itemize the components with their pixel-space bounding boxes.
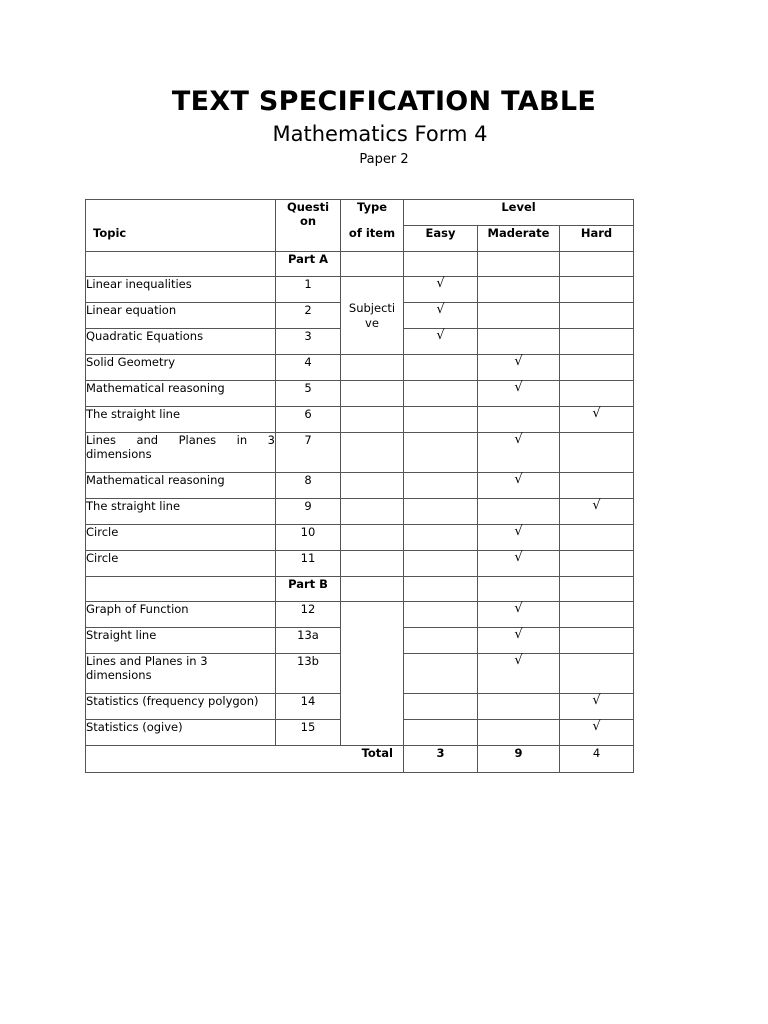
level-moderate-cell (478, 499, 560, 525)
empty-cell (478, 577, 560, 602)
type-of-item-cell (341, 433, 404, 473)
type-of-item-cell (341, 355, 404, 381)
type-of-item-cell (341, 551, 404, 577)
total-easy: 3 (404, 746, 478, 773)
check-mark-icon: √ (514, 653, 523, 668)
level-hard-cell (560, 602, 634, 628)
type-of-item-cell (341, 525, 404, 551)
level-moderate-cell (478, 602, 560, 628)
type-of-item-cell (341, 381, 404, 407)
level-easy-cell (404, 355, 478, 381)
topic-cell: Lines and Planes in 3 dimensions (86, 433, 276, 473)
level-moderate-cell (478, 329, 560, 355)
level-hard-cell (560, 407, 634, 433)
level-easy-cell (404, 381, 478, 407)
level-moderate-cell (478, 277, 560, 303)
level-moderate-cell (478, 407, 560, 433)
topic-cell: Circle (86, 551, 276, 577)
level-easy-cell (404, 277, 478, 303)
level-moderate-cell (478, 303, 560, 329)
level-hard-cell (560, 720, 634, 746)
level-moderate-cell (478, 433, 560, 473)
topic-cell: Quadratic Equations (86, 329, 276, 355)
table-row (86, 355, 634, 381)
check-mark-icon: √ (514, 472, 523, 487)
empty-cell (560, 577, 634, 602)
topic-cell: Linear equation (86, 303, 276, 329)
topic-cell: Solid Geometry (86, 355, 276, 381)
question-number-cell: 8 (276, 473, 341, 499)
question-number-cell: 13a (276, 628, 341, 654)
total-hard: 4 (560, 746, 634, 773)
header-type-bottom: of item (348, 226, 396, 240)
level-hard-cell (560, 329, 634, 355)
check-mark-icon: √ (592, 693, 601, 708)
topic-cell: Lines and Planes in 3 dimensions (86, 654, 276, 694)
level-easy-cell (404, 720, 478, 746)
level-easy-cell (404, 433, 478, 473)
header-level: Level (404, 200, 634, 226)
question-number-cell: 12 (276, 602, 341, 628)
level-easy-cell (404, 654, 478, 694)
total-label: Total (86, 746, 404, 773)
document-subtitle: Mathematics Form 4 (272, 122, 488, 146)
level-easy-cell (404, 303, 478, 329)
table-row (86, 602, 634, 628)
level-moderate-cell (478, 694, 560, 720)
header-type-top: Type (356, 200, 387, 214)
empty-cell (478, 252, 560, 277)
question-number-cell: 11 (276, 551, 341, 577)
level-moderate-cell (478, 628, 560, 654)
question-number-cell: 1 (276, 277, 341, 303)
paper-label: Paper 2 (359, 152, 409, 167)
table-row (86, 277, 634, 303)
question-number-cell: 6 (276, 407, 341, 433)
question-number-cell: 2 (276, 303, 341, 329)
check-mark-icon: √ (514, 380, 523, 395)
type-of-item-cell (341, 499, 404, 525)
level-moderate-cell (478, 381, 560, 407)
type-of-item-cell (341, 473, 404, 499)
level-easy-cell (404, 407, 478, 433)
check-mark-icon: √ (436, 302, 445, 317)
table-row (86, 433, 634, 473)
type-of-item-cell (341, 602, 404, 746)
check-mark-icon: √ (514, 550, 523, 565)
question-number-cell: 3 (276, 329, 341, 355)
type-of-item-cell: Subjecti ve (341, 277, 404, 355)
level-easy-cell (404, 551, 478, 577)
specification-table (85, 199, 634, 773)
level-moderate-cell (478, 551, 560, 577)
table-row (86, 381, 634, 407)
topic-cell: Straight line (86, 628, 276, 654)
header-topic: Topic (86, 200, 276, 252)
level-moderate-cell (478, 654, 560, 694)
table-row (86, 407, 634, 433)
level-hard-cell (560, 499, 634, 525)
question-number-cell: 7 (276, 433, 341, 473)
empty-cell (86, 252, 276, 277)
question-number-cell: 4 (276, 355, 341, 381)
level-easy-cell (404, 473, 478, 499)
level-easy-cell (404, 628, 478, 654)
level-easy-cell (404, 329, 478, 355)
level-easy-cell (404, 602, 478, 628)
document-title: TEXT SPECIFICATION TABLE (171, 86, 597, 117)
header-moderate: Maderate (478, 226, 560, 252)
empty-cell (404, 252, 478, 277)
header-question: Questi on (276, 200, 341, 252)
topic-cell: Mathematical reasoning (86, 381, 276, 407)
type-of-item-cell (341, 407, 404, 433)
total-moderate: 9 (478, 746, 560, 773)
level-easy-cell (404, 499, 478, 525)
empty-cell (404, 577, 478, 602)
part-a-label: Part A (276, 252, 341, 277)
check-mark-icon: √ (514, 432, 523, 447)
level-hard-cell (560, 433, 634, 473)
topic-cell: Circle (86, 525, 276, 551)
check-mark-icon: √ (514, 627, 523, 642)
level-easy-cell (404, 525, 478, 551)
level-hard-cell (560, 628, 634, 654)
level-moderate-cell (478, 355, 560, 381)
check-mark-icon: √ (436, 276, 445, 291)
empty-cell (86, 577, 276, 602)
level-hard-cell (560, 381, 634, 407)
check-mark-icon: √ (514, 601, 523, 616)
question-number-cell: 14 (276, 694, 341, 720)
header-easy: Easy (404, 226, 478, 252)
level-hard-cell (560, 551, 634, 577)
topic-cell: Mathematical reasoning (86, 473, 276, 499)
level-hard-cell (560, 525, 634, 551)
level-hard-cell (560, 277, 634, 303)
topic-cell: The straight line (86, 499, 276, 525)
check-mark-icon: √ (592, 498, 601, 513)
topic-cell: Statistics (frequency polygon) (86, 694, 276, 720)
level-easy-cell (404, 694, 478, 720)
check-mark-icon: √ (514, 354, 523, 369)
question-number-cell: 5 (276, 381, 341, 407)
question-number-cell: 9 (276, 499, 341, 525)
table-row (86, 525, 634, 551)
level-moderate-cell (478, 720, 560, 746)
topic-cell: Graph of Function (86, 602, 276, 628)
topic-cell: The straight line (86, 407, 276, 433)
level-hard-cell (560, 303, 634, 329)
table-row (86, 473, 634, 499)
empty-cell (341, 252, 404, 277)
question-number-cell: 10 (276, 525, 341, 551)
check-mark-icon: √ (436, 328, 445, 343)
level-moderate-cell (478, 473, 560, 499)
header-hard: Hard (560, 226, 634, 252)
table-row (86, 551, 634, 577)
level-hard-cell (560, 355, 634, 381)
level-hard-cell (560, 473, 634, 499)
topic-cell: Statistics (ogive) (86, 720, 276, 746)
table-row (86, 499, 634, 525)
level-hard-cell (560, 694, 634, 720)
question-number-cell: 13b (276, 654, 341, 694)
header-type (341, 200, 404, 252)
check-mark-icon: √ (592, 719, 601, 734)
topic-cell: Linear inequalities (86, 277, 276, 303)
part-b-label: Part B (276, 577, 341, 602)
level-hard-cell (560, 654, 634, 694)
empty-cell (560, 252, 634, 277)
check-mark-icon: √ (514, 524, 523, 539)
question-number-cell: 15 (276, 720, 341, 746)
check-mark-icon: √ (592, 406, 601, 421)
level-moderate-cell (478, 525, 560, 551)
empty-cell (341, 577, 404, 602)
total-row (86, 746, 634, 773)
